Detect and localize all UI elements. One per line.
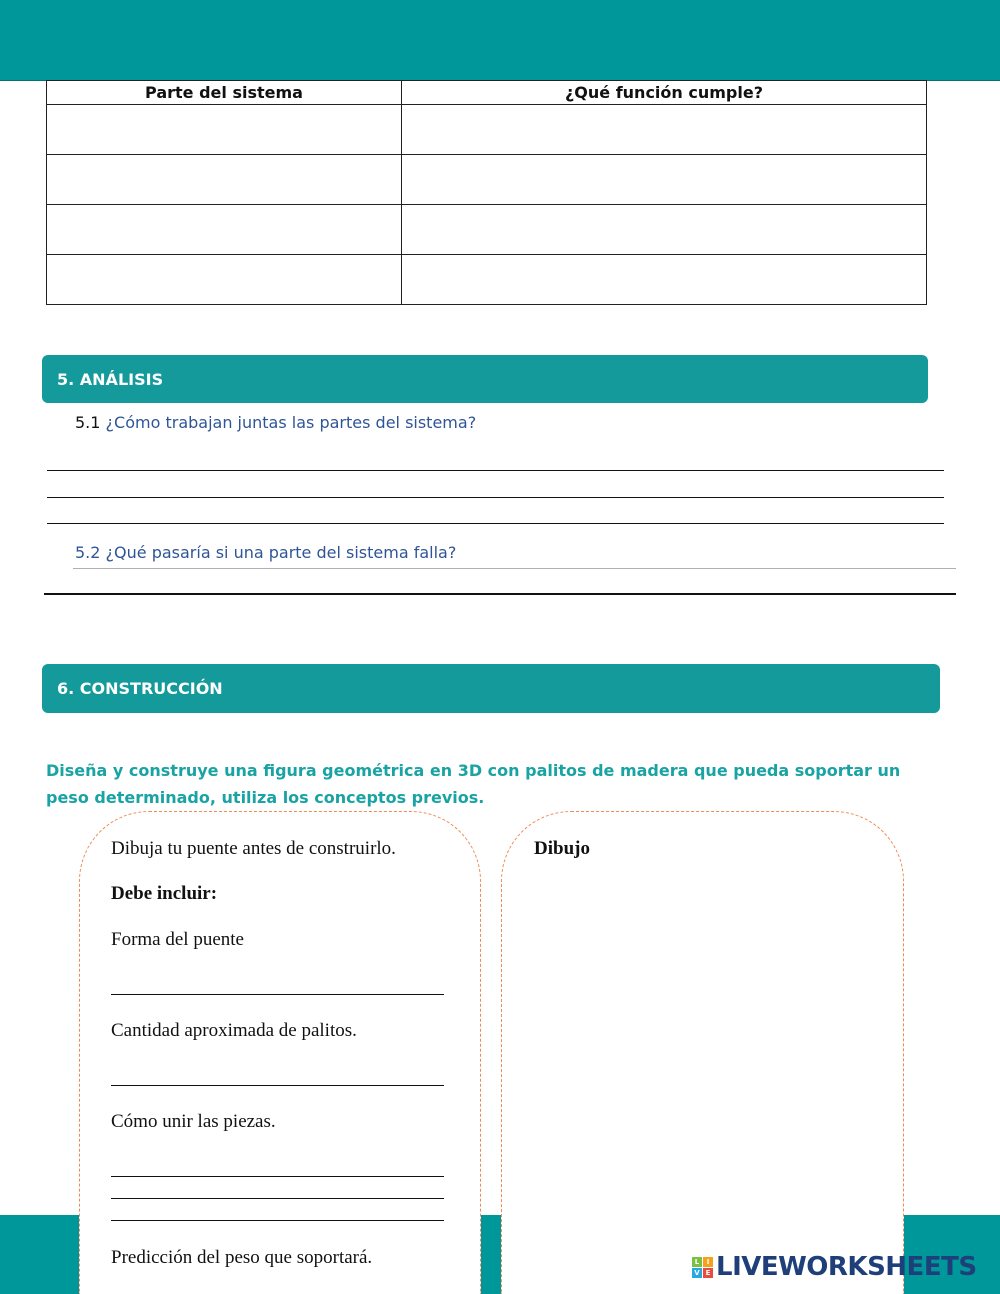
- table-row: [47, 255, 927, 305]
- part-cell[interactable]: [47, 155, 402, 205]
- column-header-part: Parte del sistema: [47, 81, 402, 105]
- drawing-card[interactable]: [501, 811, 904, 1294]
- item-bridge-shape: Forma del puente: [111, 929, 244, 950]
- function-cell[interactable]: [402, 255, 927, 305]
- answer-line[interactable]: [111, 1085, 444, 1086]
- function-cell[interactable]: [402, 155, 927, 205]
- answer-line[interactable]: [47, 470, 944, 471]
- question-5-2: 5.2 ¿Qué pasaría si una parte del sistema falla?: [75, 543, 457, 562]
- function-cell[interactable]: [402, 105, 927, 155]
- answer-line[interactable]: [111, 1198, 444, 1199]
- item-stick-count: Cantidad aproximada de palitos.: [111, 1020, 357, 1041]
- item-weight-prediction: Predicción del peso que soportará.: [111, 1247, 373, 1268]
- footer-band-middle: [480, 1215, 502, 1294]
- section-title: 6. CONSTRUCCIÓN: [57, 679, 223, 698]
- answer-line[interactable]: [111, 1176, 444, 1177]
- card-intro: Dibuja tu puente antes de construirlo.: [111, 838, 396, 859]
- header-band: [0, 0, 1000, 81]
- section-title: 5. ANÁLISIS: [57, 369, 164, 389]
- part-cell[interactable]: [47, 205, 402, 255]
- answer-line[interactable]: [111, 994, 444, 995]
- item-join-pieces: Cómo unir las piezas.: [111, 1111, 276, 1132]
- section-header-analisis: [42, 355, 928, 403]
- system-parts-table: [46, 80, 927, 305]
- part-cell[interactable]: [47, 255, 402, 305]
- section-header-construccion: [42, 664, 940, 713]
- table-row: [47, 155, 927, 205]
- drawing-title: Dibujo: [534, 838, 590, 859]
- question-5-1: [75, 413, 476, 432]
- logo-text: LIVEWORKSHEETS: [716, 1252, 977, 1282]
- answer-line[interactable]: [47, 497, 944, 498]
- table-header-row: [47, 81, 927, 105]
- construction-instruction: Diseña y construye una figura geométrica en 3D con palitos de madera que pueda soportar un peso determinado, utiliza los conceptos previos.: [46, 761, 901, 807]
- table-row: [47, 205, 927, 255]
- function-cell[interactable]: [402, 205, 927, 255]
- answer-line[interactable]: [73, 568, 956, 569]
- logo-mark-icon: L I V E: [692, 1257, 713, 1278]
- liveworksheets-logo: [692, 1252, 977, 1282]
- question-text: ¿Cómo trabajan juntas las partes del sistema?: [105, 413, 477, 432]
- question-number: 5.1: [75, 413, 101, 432]
- answer-line[interactable]: [111, 1220, 444, 1221]
- answer-line[interactable]: [47, 523, 944, 524]
- footer-band-left: [0, 1215, 80, 1294]
- table-row: [47, 105, 927, 155]
- divider: [44, 593, 956, 595]
- must-include-label: Debe incluir:: [111, 883, 218, 904]
- part-cell[interactable]: [47, 105, 402, 155]
- column-header-function: ¿Qué función cumple?: [402, 81, 927, 105]
